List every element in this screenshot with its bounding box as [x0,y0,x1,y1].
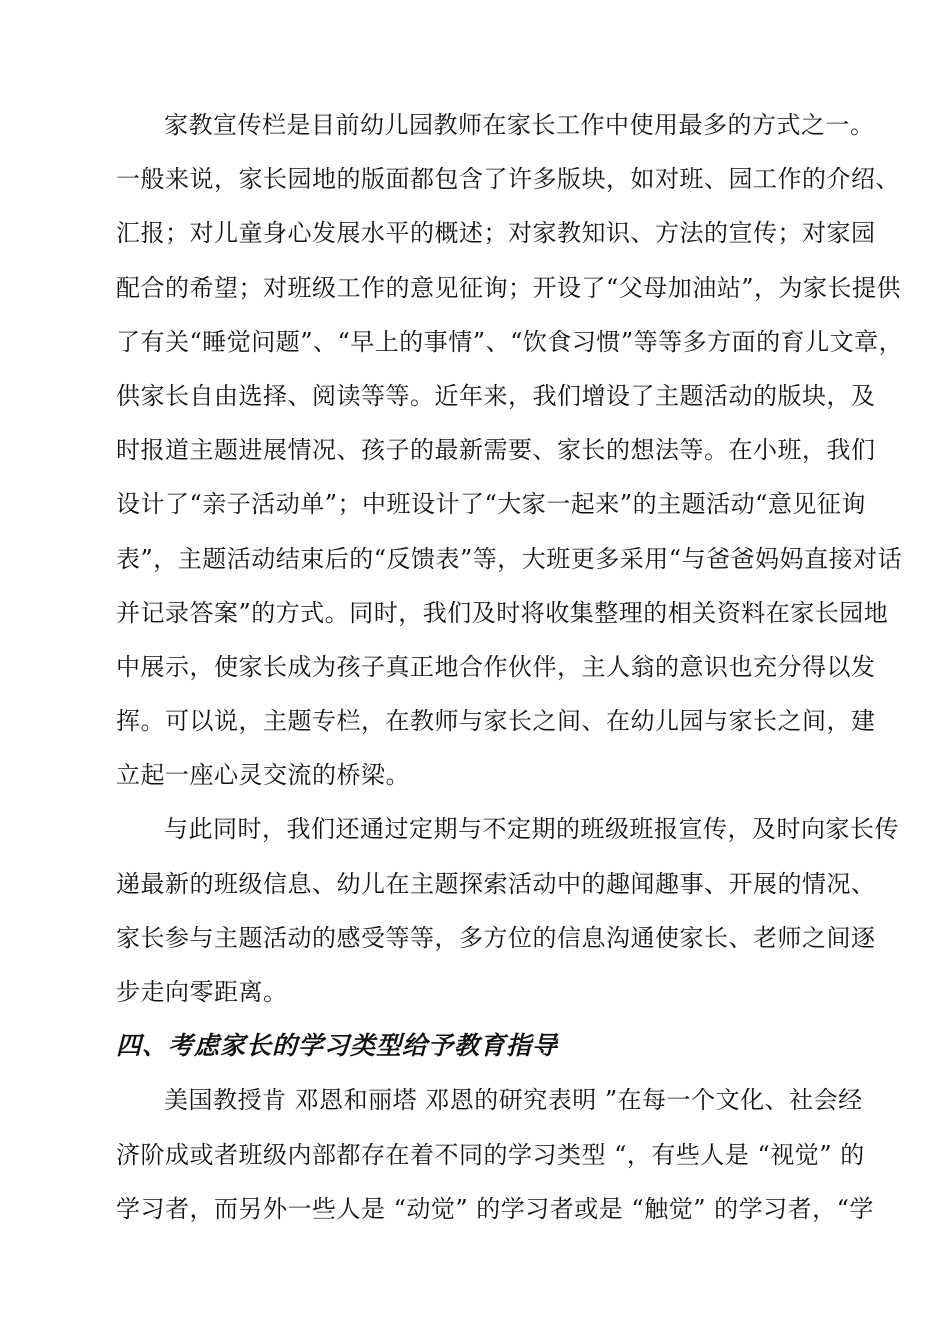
text-line: 递最新的班级信息、幼儿在主题探索活动中的趣闻趣事、开展的情况、 [116,869,876,898]
text-line: 步走向零距离。 [116,978,288,1006]
paragraph-family-bulletin [116,98,904,802]
document-page [116,98,904,1236]
paragraph-learning-types [116,1073,874,1236]
text-line: 并记录答案”的方式。同时，我们及时将收集整理的相关资料在家长园地 [116,598,889,627]
text-line: 立起一座心灵交流的桥梁。 [116,761,410,790]
text-line: 汇报；对儿童身心发展水平的概述；对家教知识、方法的宣传；对家园 [116,219,876,248]
text-line: 济阶成或者班级内部都存在着不同的学习类型 “，有些人是 “视觉” 的 [116,1140,865,1169]
text-line: 供家长自由选择、阅读等等。近年来，我们增设了主题活动的版块，及 [116,381,876,410]
text-line: 挥。可以说，主题专栏，在教师与家长之间、在幼儿园与家长之间，建 [116,707,876,736]
text-line: 配合的希望；对班级工作的意见征询；开设了“父母加油站”，为家长提供 [116,273,902,302]
text-line: 设计了“亲子活动单”；中班设计了“大家一起来”的主题活动“意见征询 [116,490,866,519]
text-line: 与此同时，我们还通过定期与不定期的班级班报宣传，及时向家长传 [164,815,899,844]
text-line: 美国教授肯 邓恩和丽塔 邓恩的研究表明 ”在每一个文化、社会经 [164,1086,863,1115]
text-line: 学习者，而另外一些人是 “动觉” 的学习者或是 “触觉” 的学习者，“学 [116,1194,874,1223]
text-line: 家教宣传栏是目前幼儿园教师在家长工作中使用最多的方式之一。 [164,111,875,139]
paragraph-class-newsletter [116,802,899,1019]
section-heading: 四、考虑家长的学习类型给予教育指导 [116,1031,559,1061]
text-line: 了有关“睡觉问题”、“早上的事情”、“饮食习惯”等等多方面的育儿文章， [116,327,904,356]
text-line: 家长参与主题活动的感受等等，多方位的信息沟通使家长、老师之间逐 [116,923,876,952]
text-line: 一般来说，家长园地的版面都包含了许多版块，如对班、园工作的介绍、 [116,165,900,194]
text-line: 表”，主题活动结束后的“反馈表”等，大班更多采用“与爸爸妈妈直接对话 [116,544,903,573]
text-line: 中展示，使家长成为孩子真正地合作伙伴，主人翁的意识也充分得以发 [116,652,876,681]
text-line: 时报道主题进展情况、孩子的最新需要、家长的想法等。在小班，我们 [116,436,876,465]
